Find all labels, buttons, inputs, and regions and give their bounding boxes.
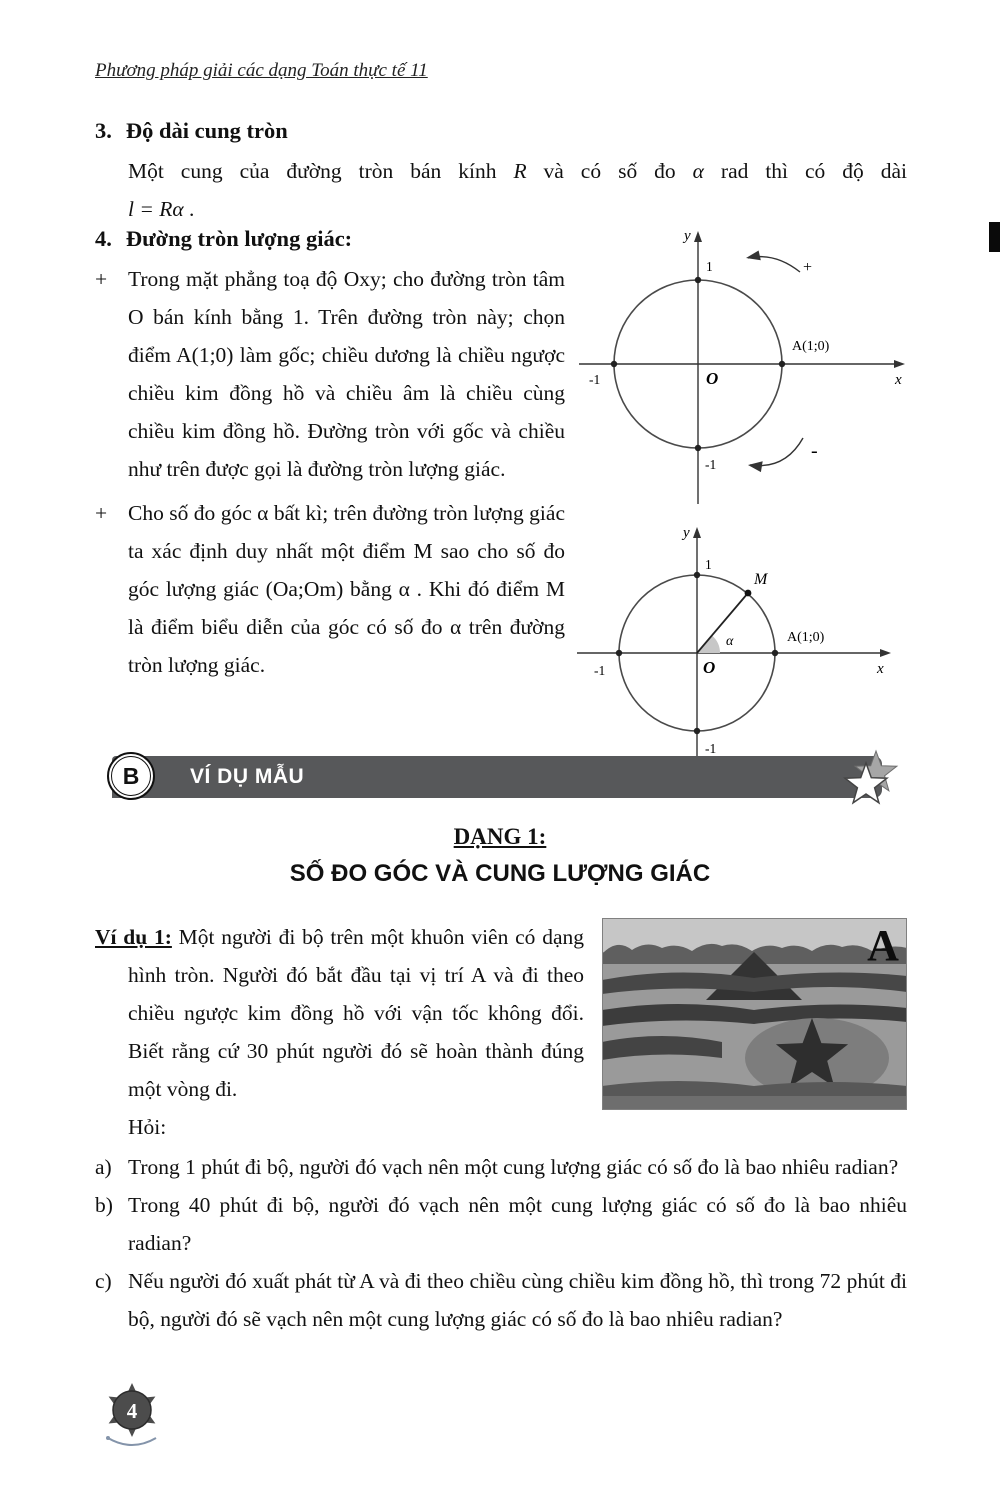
negative-direction-label: - xyxy=(811,440,818,462)
section-4-diagram-column xyxy=(565,224,910,778)
circular-garden-photo xyxy=(602,918,907,1110)
plus-bullet-marker: + xyxy=(95,501,108,525)
item-text: Trong 1 phút đi bộ, người đó vạch nên một cung lượng giác có số đo là bao nhiêu radian? xyxy=(128,1155,899,1179)
axis-y-label: y xyxy=(683,525,690,541)
tick-minus1-left-label: -1 xyxy=(594,663,606,678)
banner-title: VÍ DỤ MẪU xyxy=(190,765,305,788)
section-4-heading xyxy=(95,224,565,254)
text-run: rad thì có độ dài xyxy=(703,159,907,183)
example-1-question-word: Hỏi: xyxy=(128,1115,167,1139)
item-text: Trong 40 phút đi bộ, người đó vạch nên một cung lượng giác có số đo là bao nhiêu radian? xyxy=(128,1193,907,1255)
tick-minus1-bottom-label: -1 xyxy=(705,741,717,756)
page-edge-mark xyxy=(989,222,1000,252)
alpha-angle-label: α xyxy=(726,634,734,649)
dang-1-title: DẠNG 1: xyxy=(453,824,547,849)
tick-minus1-left-label: -1 xyxy=(589,372,601,387)
item-marker: a) xyxy=(95,1155,112,1179)
question-item-c xyxy=(95,1262,907,1338)
var-R: R xyxy=(513,159,527,183)
text-run: . xyxy=(183,197,195,221)
example-1-intro-text: Một người đi bộ trên một khuôn viên có dạng hình tròn. Người đó bắt đầu tại vị trí A và đi theo chiều ngược kim đồng hồ với vận tốc không đổi. Biết rằng cứ 30 phút người đó sẽ hoàn thành đúng một vòng đi. xyxy=(128,925,584,1101)
bullet-text: Trong mặt phẳng toạ độ Oxy; cho đường tròn tâm O bán kính bằng 1. Trên đường tròn này; chọn điểm A(1;0) làm gốc; chiều dương là chiều ngược chiều kim đồng hồ và chiều âm là chiều cùng chiều kim đồng hồ. Đường tròn với gốc và chiều như trên được gọi là đường tròn lượng giác. xyxy=(128,267,565,481)
example-1 xyxy=(95,918,907,1338)
section-3-title: Độ dài cung tròn xyxy=(125,118,288,143)
section-4-title: Đường tròn lượng giác: xyxy=(125,226,353,251)
section-3-body xyxy=(128,152,907,228)
origin-label: O xyxy=(703,658,716,677)
star-icon xyxy=(828,741,906,817)
section-banner-vi-du-mau xyxy=(112,756,882,798)
section-3-formula-line xyxy=(128,190,907,228)
point-A-label: A(1;0) xyxy=(792,339,830,354)
bullet-paragraph xyxy=(95,260,565,488)
section-3-heading xyxy=(95,116,907,146)
question-item-b xyxy=(95,1186,907,1262)
text-run: Một cung của đường tròn bán kính xyxy=(128,159,514,183)
photo-letter-A: A xyxy=(867,921,899,970)
question-item-a xyxy=(95,1148,907,1186)
page-number-badge xyxy=(100,1380,166,1457)
axis-x-label: x xyxy=(895,372,902,388)
text-run: và có số đo xyxy=(526,159,693,183)
section-letter-badge xyxy=(107,752,155,800)
bullet-text: Cho số đo góc α bất kì; trên đường tròn lượng giác ta xác định duy nhất một điểm M sao cho số đo góc lượng giác (Oa;Om) bằng α . Khi đó điểm M là điểm biểu diễn của góc có số đo α trên đường tròn lượng giác. xyxy=(128,501,565,677)
item-marker: c) xyxy=(95,1269,112,1293)
section-4-number: 4. xyxy=(95,226,112,251)
unit-circle-direction-diagram xyxy=(565,224,910,514)
section-4 xyxy=(95,224,910,759)
tick-1-label: 1 xyxy=(706,259,713,274)
point-M-label: M xyxy=(754,571,768,588)
origin-label: O xyxy=(706,369,719,388)
example-1-questions xyxy=(95,1146,907,1338)
axis-x-label: x xyxy=(877,661,884,677)
unit-circle-point-m-diagram xyxy=(565,523,905,773)
dang-1-heading xyxy=(0,824,1000,888)
plus-bullet-marker: + xyxy=(95,267,108,291)
section-4-text-column xyxy=(95,224,565,684)
example-1-label: Ví dụ 1: xyxy=(95,925,172,949)
bullet-paragraph xyxy=(95,494,565,684)
section-letter: B xyxy=(122,762,140,789)
positive-direction-label: + xyxy=(803,259,813,276)
section-3-number: 3. xyxy=(95,118,112,143)
tick-minus1-bottom-label: -1 xyxy=(705,457,717,472)
point-A-label: A(1;0) xyxy=(787,630,825,645)
tick-1-label: 1 xyxy=(705,557,712,572)
axis-y-label: y xyxy=(684,228,691,244)
running-header: Phương pháp giải các dạng Toán thực tế 11 xyxy=(95,60,428,81)
formula: l = Rα xyxy=(128,197,184,221)
gear-icon xyxy=(100,1380,166,1452)
item-text: Nếu người đó xuất phát từ A và đi theo chiều cùng chiều kim đồng hồ, thì trong 72 phút đi bộ, người đó sẽ vạch nên một cung lượng giác có số đo là bao nhiêu radian? xyxy=(128,1269,907,1331)
item-marker: b) xyxy=(95,1193,113,1217)
var-alpha: α xyxy=(692,159,704,183)
section-3 xyxy=(95,116,907,228)
page-number: 4 xyxy=(126,1399,138,1423)
section-3-line1 xyxy=(128,152,907,190)
dang-1-subtitle: SỐ ĐO GÓC VÀ CUNG LƯỢNG GIÁC xyxy=(289,860,711,887)
